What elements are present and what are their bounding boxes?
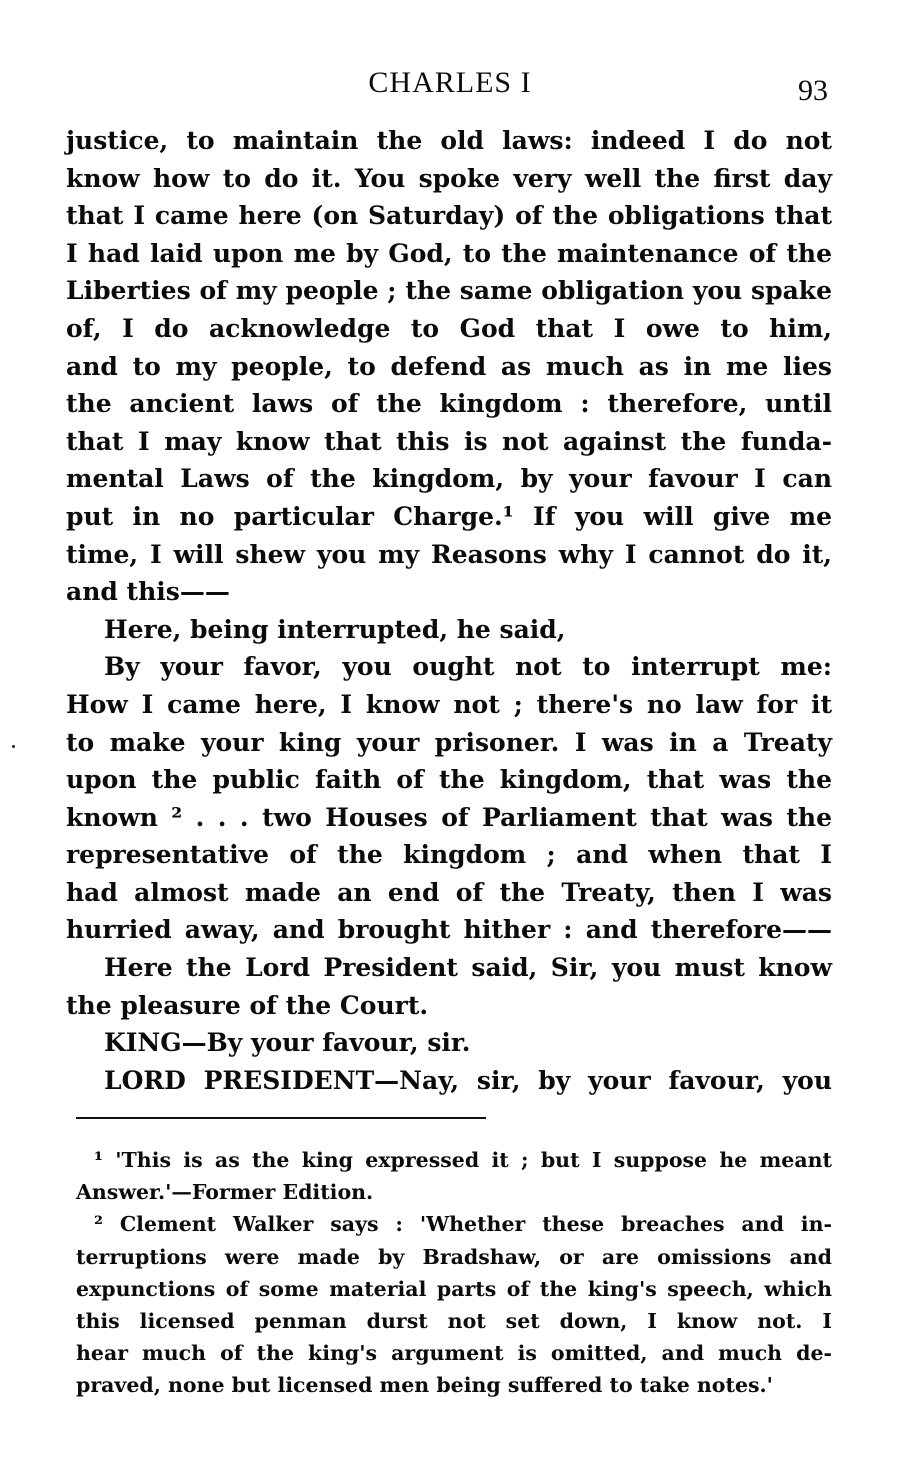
- text-line: Liberties of my people ; the same obligation you spake: [66, 276, 832, 306]
- text-line: Here the Lord President said, Sir, you must know: [104, 953, 832, 983]
- margin-speck: [12, 745, 15, 748]
- text-line: Here, being interrupted, he said,: [104, 614, 566, 644]
- text-line: justice, to maintain the old laws: indeed I do not: [66, 126, 832, 155]
- body-text: [66, 122, 832, 1099]
- text-line: put in no particular Charge.¹ If you will give me: [66, 501, 832, 531]
- text-line: the ancient laws of the kingdom : therefore, until: [66, 389, 832, 419]
- footnote-rule: [76, 1117, 486, 1119]
- footnote-line: praved, none but licensed men being suffered to take notes.': [76, 1373, 773, 1398]
- text-line: and this——: [66, 577, 230, 607]
- text-line: the pleasure of the Court.: [66, 990, 429, 1020]
- text-line: LORD PRESIDENT—Nay, sir, by your favour, you: [104, 1065, 832, 1095]
- text-line: of, I do acknowledge to God that I owe to him,: [66, 313, 832, 343]
- chapter-title: CHARLES I: [368, 66, 532, 99]
- text-line: mental Laws of the kingdom, by your favour I can: [66, 464, 832, 494]
- footnote-line: Answer.'—Former Edition.: [76, 1180, 374, 1205]
- text-line: time, I will shew you my Reasons why I cannot do it,: [66, 539, 832, 569]
- text-line: know how to do it. You spoke very well the first day: [66, 163, 832, 193]
- text-line: How I came here, I know not ; there's no law for it: [66, 689, 832, 719]
- text-line: I had laid upon me by God, to the maintenance of the: [66, 238, 832, 268]
- footnote-line: ² Clement Walker says : 'Whether these breaches and in-: [94, 1212, 832, 1237]
- text-line: KING—By your favour, sir.: [104, 1028, 471, 1058]
- text-line: representative of the kingdom ; and when that I: [66, 840, 832, 870]
- running-head: [0, 66, 900, 106]
- footnote-line: expunctions of some material parts of the king's speech, which: [76, 1276, 832, 1301]
- text-line: had almost made an end of the Treaty, then I was: [66, 877, 832, 907]
- text-line: hurried away, and brought hither : and therefore——: [66, 915, 832, 945]
- footnote-line: terruptions were made by Bradshaw, or are omissions and: [76, 1244, 832, 1269]
- text-line: that I may know that this is not against the funda-: [66, 426, 832, 456]
- text-line: known ² . . . two Houses of Parliament that was the: [66, 802, 832, 832]
- text-line: and to my people, to defend as much as in me lies: [66, 351, 832, 381]
- footnote-line: this licensed penman durst not set down, I know not. I: [76, 1308, 832, 1333]
- text-line: that I came here (on Saturday) of the obligations that: [66, 201, 832, 231]
- footnote-line: ¹ 'This is as the king expressed it ; but I suppose he meant: [94, 1148, 832, 1172]
- footnotes: [76, 1144, 832, 1402]
- footnote-line: hear much of the king's argument is omitted, and much de-: [76, 1341, 832, 1366]
- text-line: to make your king your prisoner. I was in a Treaty: [66, 727, 832, 757]
- text-line: upon the public faith of the kingdom, that was the: [66, 765, 832, 795]
- text-line: By your favor, you ought not to interrupt me:: [104, 652, 832, 682]
- page-number: 93: [798, 74, 828, 107]
